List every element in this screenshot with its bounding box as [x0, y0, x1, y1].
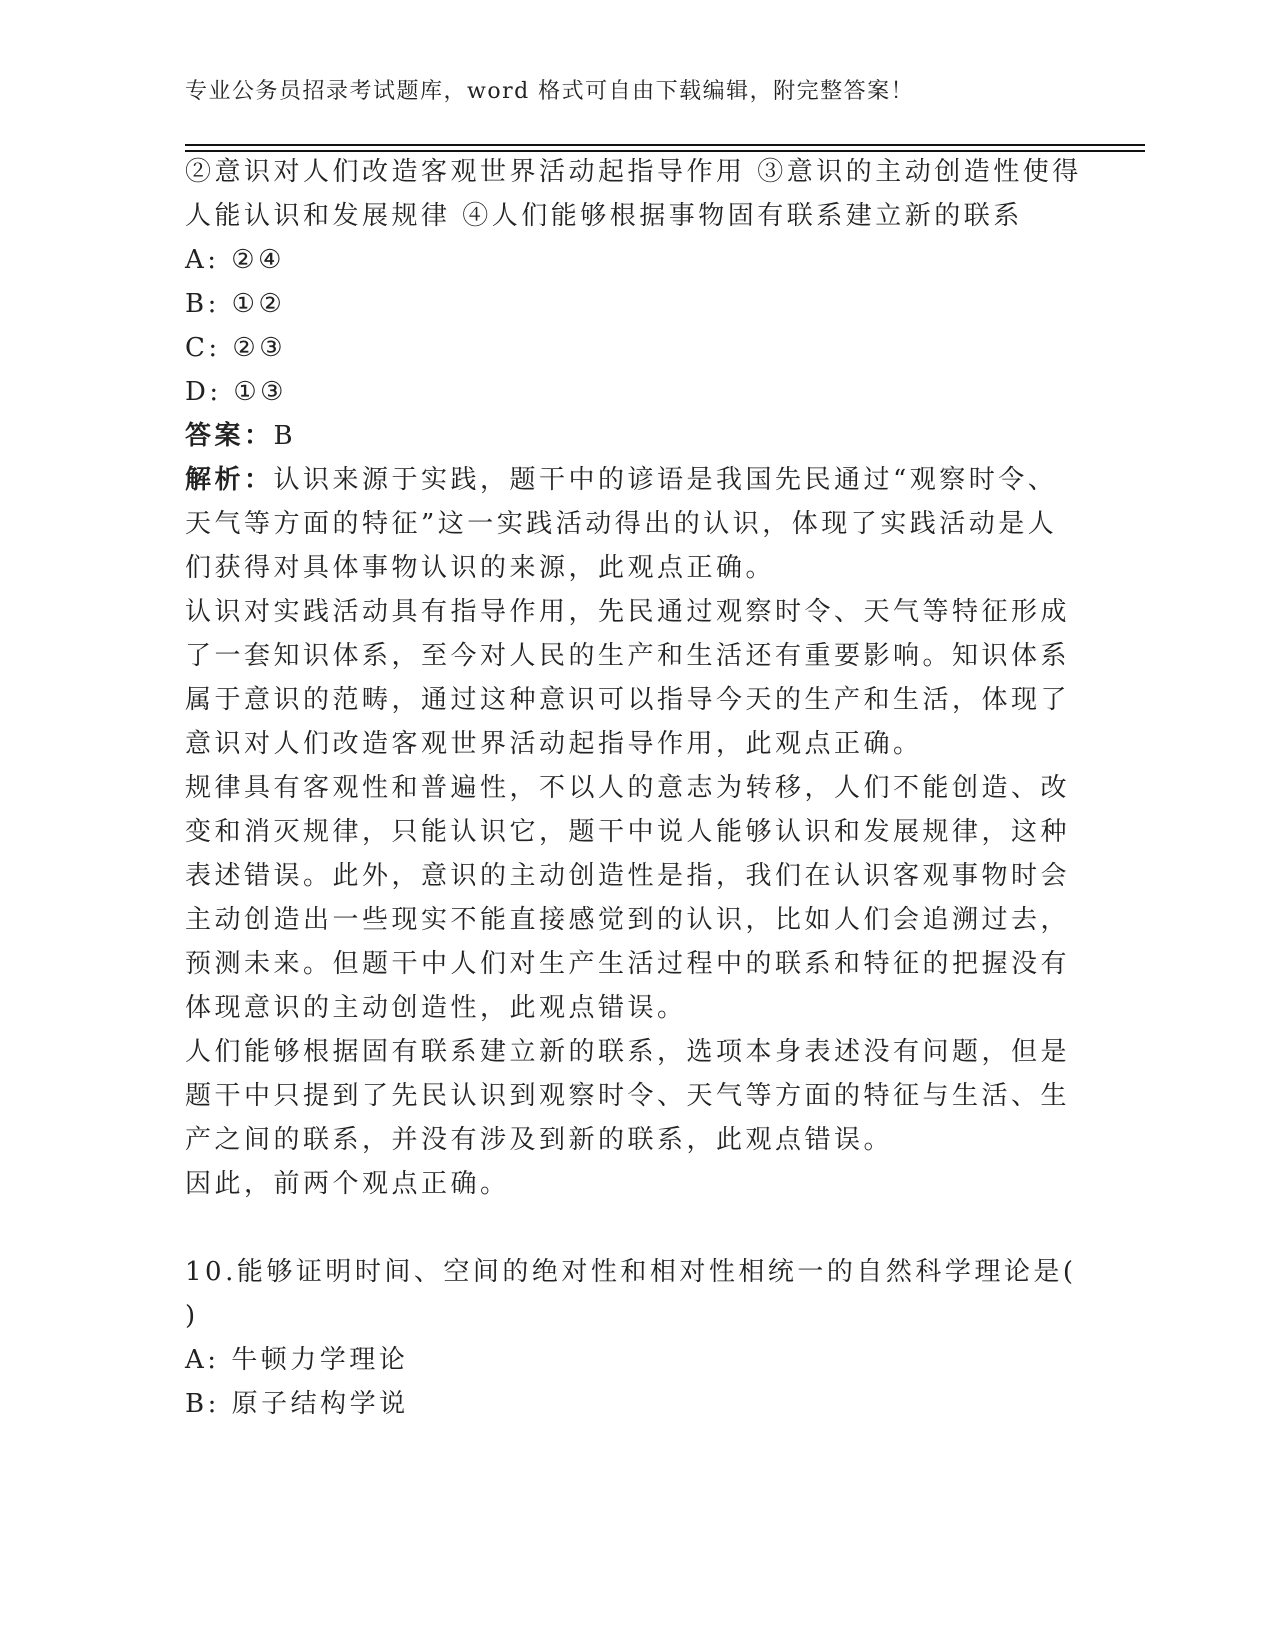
- q9-analysis-line: 意识对人们改造客观世界活动起指导作用，此观点正确。: [185, 729, 923, 759]
- q9-analysis-line: 预测未来。但题干中人们对生产生活过程中的联系和特征的把握没有: [185, 949, 1071, 979]
- q9-answer: [185, 421, 296, 451]
- q9-stem-line: ②意识对人们改造客观世界活动起指导作用 ③意识的主动创造性使得: [185, 157, 1082, 187]
- answer-label: 答案：: [185, 421, 274, 451]
- q9-analysis-line: 们获得对具体事物认识的来源，此观点正确。: [185, 553, 776, 583]
- q9-option-c: C: ②③: [185, 333, 287, 363]
- q9-analysis-line: 变和消灭规律，只能认识它，题干中说人能够认识和发展规律，这种: [185, 817, 1071, 847]
- q9-analysis-line: 了一套知识体系，至今对人民的生产和生活还有重要影响。知识体系: [185, 641, 1071, 671]
- q9-analysis-line: 人们能够根据固有联系建立新的联系，选项本身表述没有问题，但是: [185, 1037, 1071, 1067]
- q10-option-b: B: 原子结构学说: [185, 1389, 409, 1419]
- q9-analysis-line: 属于意识的范畴，通过这种意识可以指导今天的生产和生活，体现了: [185, 685, 1071, 715]
- q9-stem-line: 人能认识和发展规律 ④人们能够根据事物固有联系建立新的联系: [185, 201, 1023, 231]
- q9-analysis-line: [185, 465, 1057, 495]
- q9-analysis-line: 表述错误。此外，意识的主动创造性是指，我们在认识客观事物时会: [185, 861, 1071, 891]
- q9-option-d: D: ①③: [185, 377, 287, 407]
- q9-option-a: A: ②④: [185, 245, 285, 275]
- q9-analysis-line: 规律具有客观性和普遍性，不以人的意志为转移，人们不能创造、改: [185, 773, 1071, 803]
- q9-option-b: B: ①②: [185, 289, 286, 319]
- analysis-text: 认识来源于实践，题干中的谚语是我国先民通过“观察时令、: [273, 465, 1058, 495]
- page-header: 专业公务员招录考试题库，word 格式可自由下载编辑，附完整答案！: [185, 79, 915, 104]
- q10-stem-line: ): [185, 1301, 199, 1331]
- q9-analysis-line: 因此，前两个观点正确。: [185, 1169, 510, 1199]
- analysis-label: 解析：: [185, 465, 274, 495]
- q9-analysis-line: 主动创造出一些现实不能直接感觉到的认识，比如人们会追溯过去，: [185, 905, 1071, 935]
- q9-analysis-line: 产之间的联系，并没有涉及到新的联系，此观点错误。: [185, 1125, 894, 1155]
- answer-value: B: [273, 421, 297, 451]
- header-rule-bottom: [185, 150, 1145, 152]
- q10-stem-line: 10.能够证明时间、空间的绝对性和相对性相统一的自然科学理论是(: [185, 1257, 1077, 1287]
- q9-analysis-line: 天气等方面的特征”这一实践活动得出的认识，体现了实践活动是人: [185, 509, 1058, 539]
- q10-option-a: A: 牛顿力学理论: [185, 1345, 409, 1375]
- q9-analysis-line: 体现意识的主动创造性，此观点错误。: [185, 993, 687, 1023]
- header-rule-top: [185, 144, 1145, 146]
- q9-analysis-line: 题干中只提到了先民认识到观察时令、天气等方面的特征与生活、生: [185, 1081, 1071, 1111]
- q9-analysis-line: 认识对实践活动具有指导作用，先民通过观察时令、天气等特征形成: [185, 597, 1071, 627]
